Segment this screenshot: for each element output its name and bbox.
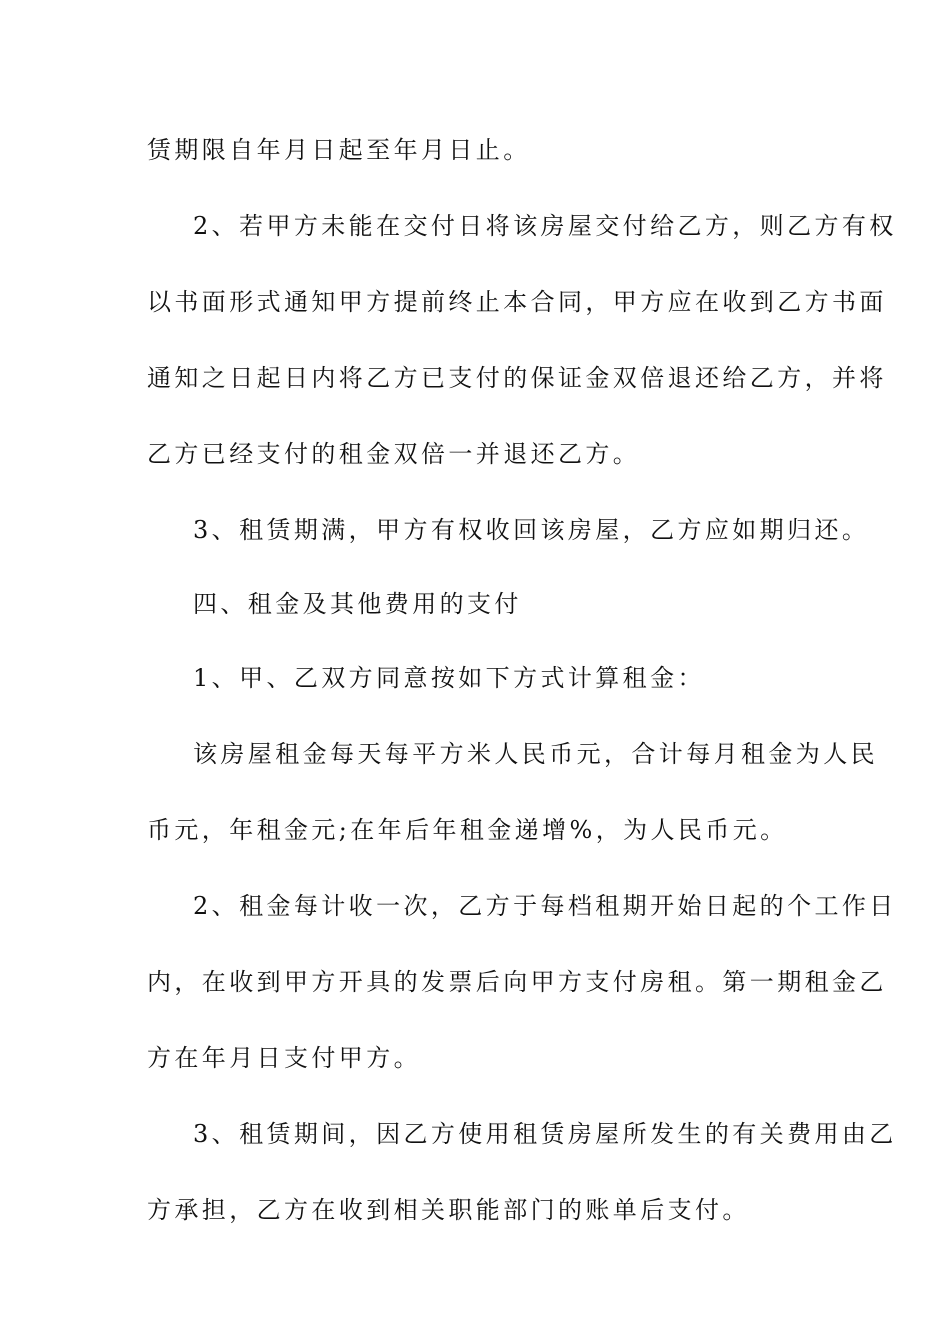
- text-line: 赁期限自年月日起至年月日止。: [147, 136, 531, 164]
- text-line: 币元，年租金元;在年后年租金递增%，为人民币元。: [147, 816, 788, 844]
- text-line: 2、若甲方未能在交付日将该房屋交付给乙方，则乙方有权: [193, 212, 897, 240]
- text-line: 通知之日起日内将乙方已支付的保证金双倍退还给乙方，并将: [147, 364, 887, 392]
- text-line: 方在年月日支付甲方。: [147, 1044, 421, 1072]
- text-line: 该房屋租金每天每平方米人民币元，合计每月租金为人民: [193, 740, 878, 768]
- text-line: 2、租金每计收一次，乙方于每档租期开始日起的个工作日: [193, 892, 897, 920]
- text-line: 乙方已经支付的租金双倍一并退还乙方。: [147, 440, 641, 468]
- text-line: 方承担，乙方在收到相关职能部门的账单后支付。: [147, 1196, 750, 1224]
- text-line: 1、甲、乙双方同意按如下方式计算租金：: [193, 664, 705, 692]
- text-line: 内，在收到甲方开具的发票后向甲方支付房租。第一期租金乙: [147, 968, 887, 996]
- text-line: 3、租赁期满，甲方有权收回该房屋，乙方应如期归还。: [193, 516, 870, 544]
- text-line: 3、租赁期间，因乙方使用租赁房屋所发生的有关费用由乙: [193, 1120, 897, 1148]
- section-heading: 四、租金及其他费用的支付: [193, 590, 522, 618]
- text-line: 以书面形式通知甲方提前终止本合同，甲方应在收到乙方书面: [147, 288, 887, 316]
